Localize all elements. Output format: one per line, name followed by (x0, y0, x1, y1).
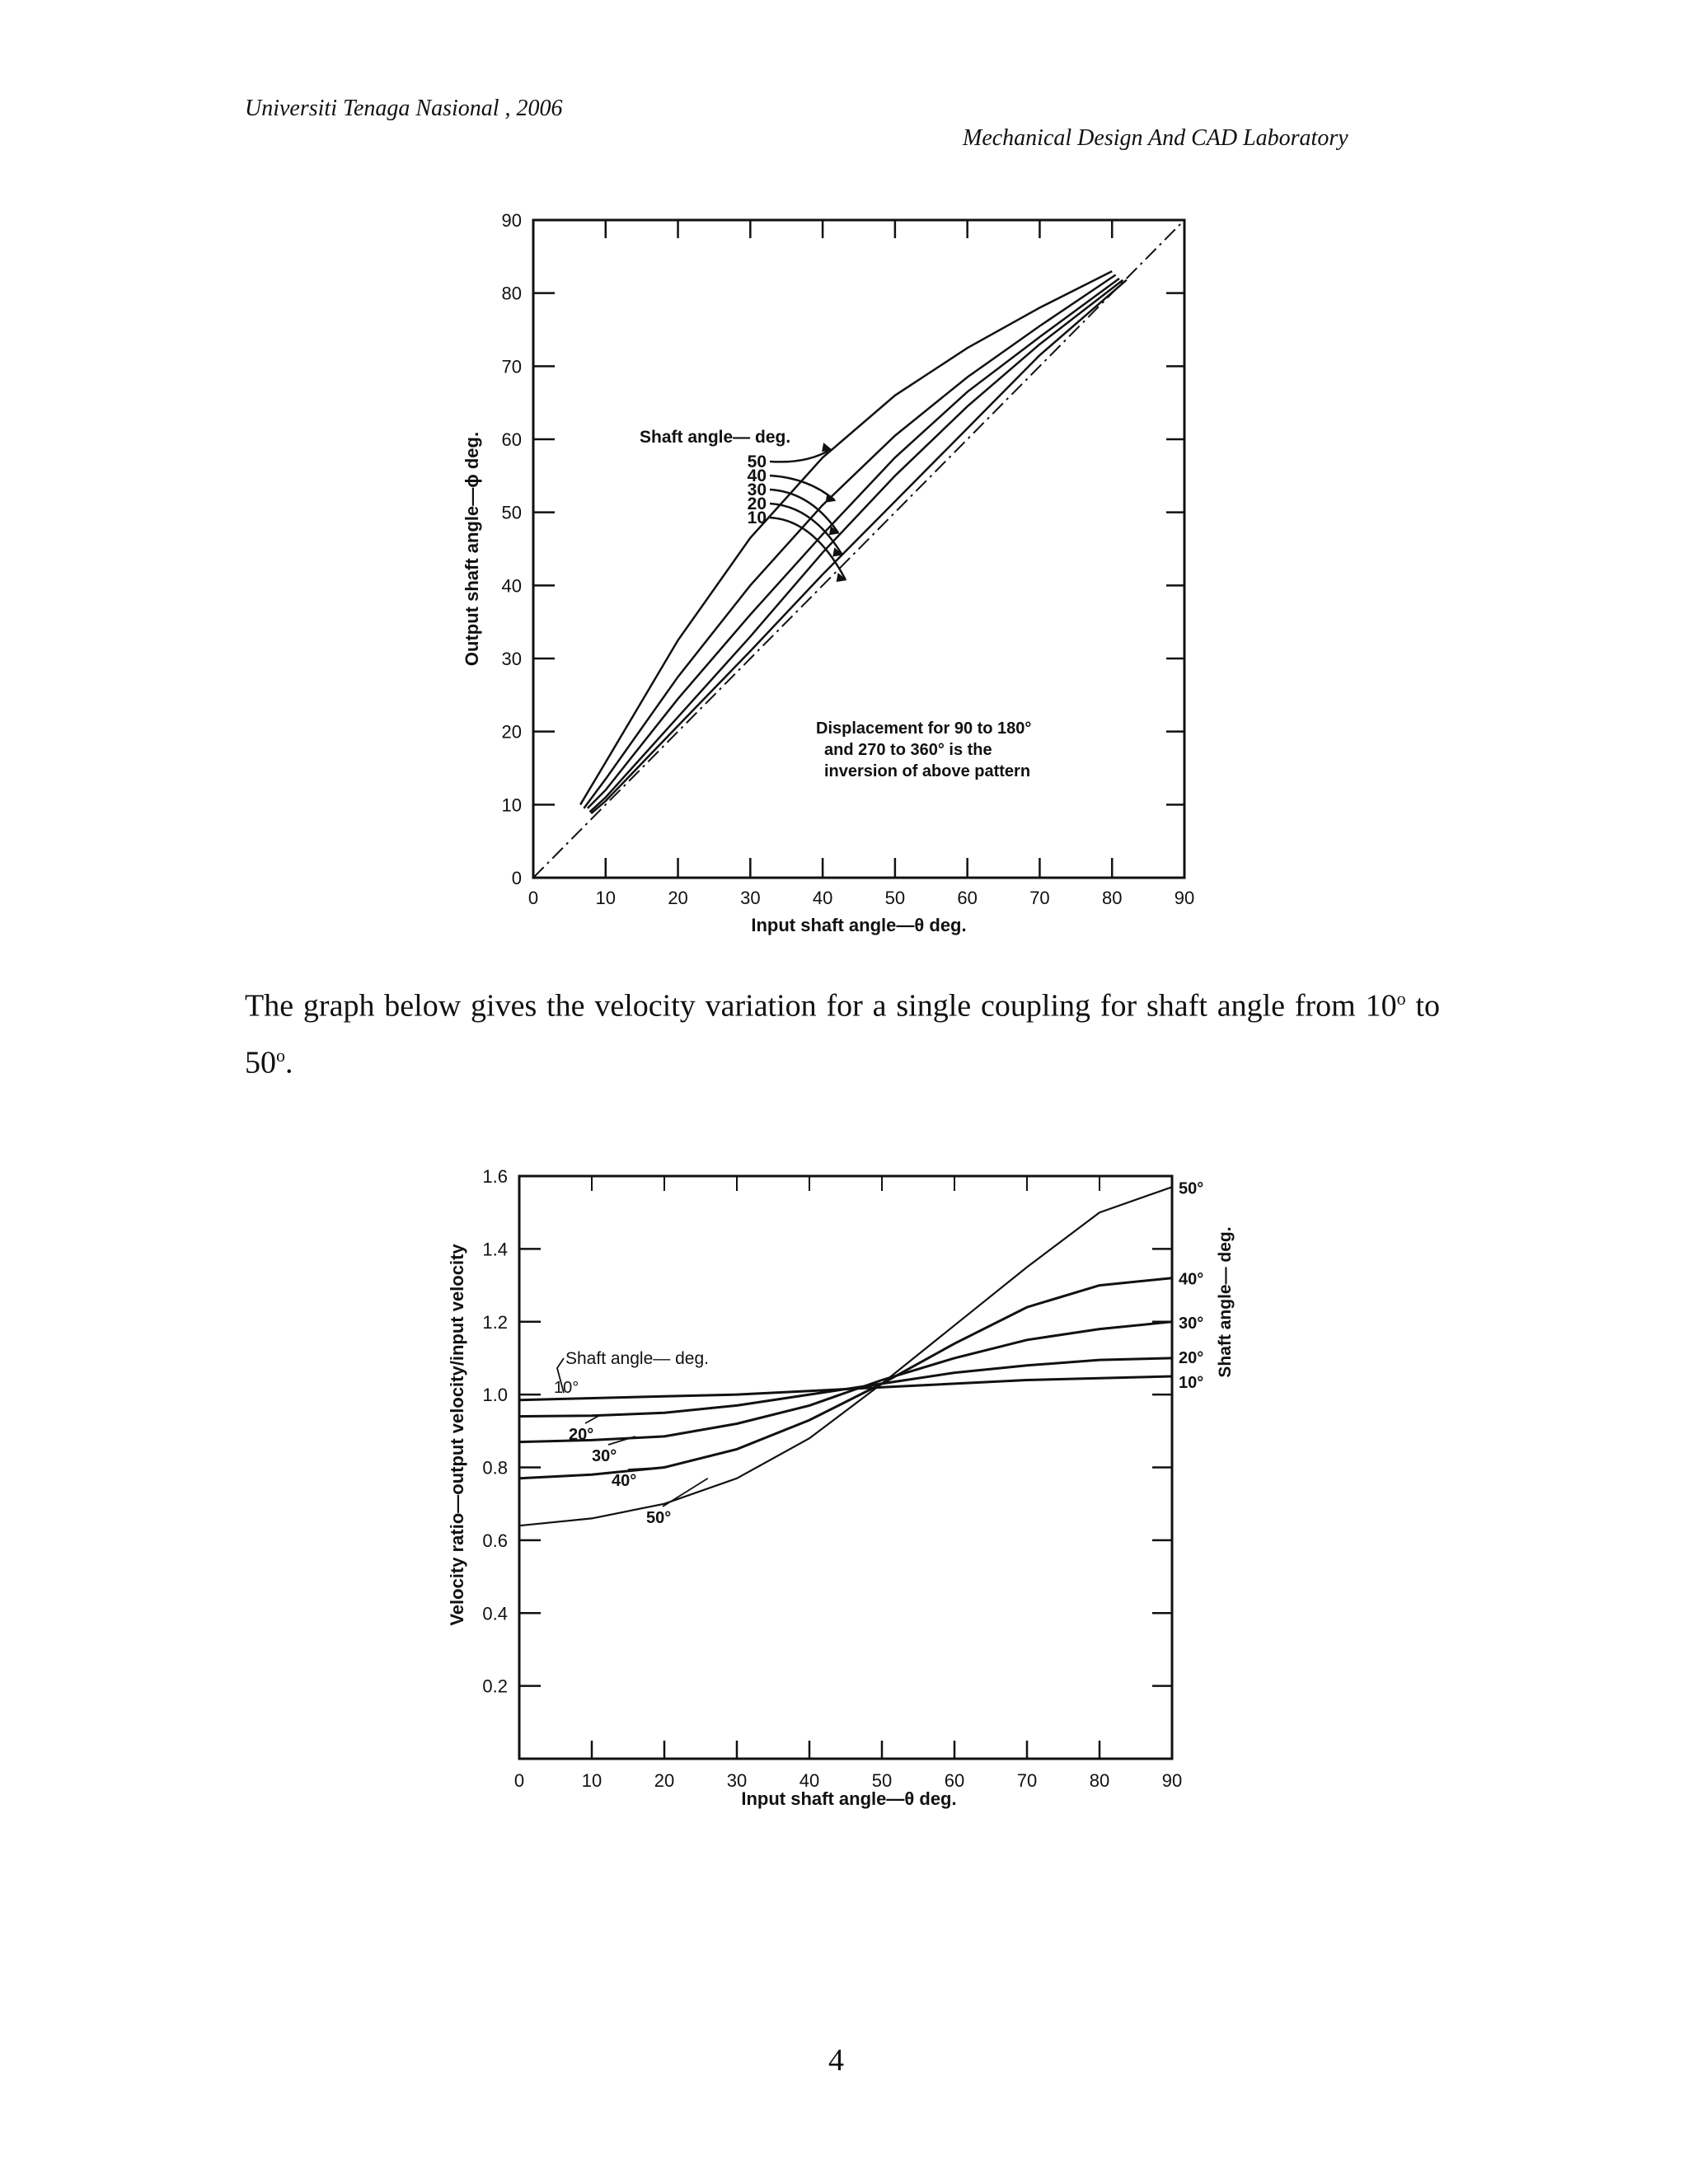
chart1-ytick-label: 90 (501, 210, 522, 231)
chart1-ytick-label: 0 (511, 868, 522, 888)
chart2-legend-title: Shaft angle— deg. (565, 1349, 709, 1368)
chart1-xtick-label: 10 (595, 888, 617, 908)
chart1-xtick-label: 90 (1174, 888, 1195, 908)
chart2-right-series-label: 40° (1179, 1270, 1204, 1289)
chart2-ytick-label: 0.2 (482, 1675, 508, 1697)
chart2-left-series-label: 40° (612, 1472, 637, 1490)
chart2-xtick-label: 70 (1016, 1770, 1038, 1791)
chart2-right-series-label: 50° (1179, 1179, 1204, 1198)
chart1-legend-label-40: 40 (747, 466, 767, 485)
chart2-right-series-label: 20° (1179, 1348, 1204, 1367)
chart2-xtick-label: 20 (654, 1770, 675, 1791)
chart2-ytick-label: 0.6 (482, 1530, 508, 1551)
paragraph-degree-2: o (276, 1044, 285, 1066)
chart2-ytick-label: 1.6 (482, 1166, 508, 1187)
chart1-ytick-label: 50 (501, 502, 522, 523)
chart1-xlabel: Input shaft angle—θ deg. (751, 915, 967, 935)
chart2-left-series-label: 30° (592, 1447, 617, 1465)
chart2-xtick-label: 40 (799, 1770, 820, 1791)
chart2-right-series-label: 30° (1179, 1314, 1204, 1333)
paragraph-middle: to 50 (245, 988, 1441, 1080)
chart1-ytick-label: 80 (501, 283, 522, 304)
paragraph-end: . (285, 1045, 293, 1080)
chart2-left-series-label: 10° (554, 1379, 579, 1397)
chart1-xtick-label: 30 (740, 888, 761, 908)
chart1-annotation-line3: inversion of above pattern (824, 762, 1031, 780)
page-number: 4 (828, 2043, 844, 2078)
chart2-xtick-label: 30 (726, 1770, 748, 1791)
chart1-annotation-line2: and 270 to 360° is the (824, 741, 992, 759)
chart2-left-series-label: 50° (646, 1509, 672, 1527)
paragraph-degree-1: o (1396, 988, 1406, 1009)
chart2-left-series-label: 20° (569, 1426, 594, 1444)
chart1-legend-title: Shaft angle— deg. (640, 428, 791, 447)
chart1-ytick-label: 30 (501, 649, 522, 669)
header-left: Universiti Tenaga Nasional , 2006 (245, 96, 563, 121)
chart1-legend-label-50: 50 (747, 452, 767, 471)
header-right: Mechanical Design And CAD Laboratory (963, 125, 1348, 151)
chart2-xtick-label: 90 (1161, 1770, 1183, 1791)
chart2-ylabel: Velocity ratio—output velocity/input velocity (447, 1244, 467, 1626)
chart1-ylabel: Output shaft angle—ϕ deg. (462, 431, 482, 667)
chart1-xtick-label: 60 (957, 888, 978, 908)
chart1-xtick-label: 0 (528, 888, 539, 908)
chart1-ytick-label: 70 (501, 356, 522, 377)
chart2-ytick-label: 1.4 (482, 1239, 508, 1260)
chart1-xtick-label: 40 (812, 888, 833, 908)
chart1-legend-label-30: 30 (747, 480, 767, 499)
chart1-ytick-label: 10 (501, 794, 522, 816)
chart2-xtick-label: 80 (1089, 1770, 1110, 1791)
chart2-xtick-label: 60 (944, 1770, 965, 1791)
chart2-ytick-label: 0.4 (482, 1603, 508, 1624)
chart1-ytick-label: 40 (501, 575, 522, 597)
chart2-ytick-label: 1.2 (482, 1311, 508, 1333)
chart1-xtick-label: 80 (1101, 888, 1123, 908)
chart1-legend-label-20: 20 (747, 494, 767, 513)
chart2-ytick-label: 0.8 (482, 1457, 508, 1479)
chart1-ytick-label: 60 (501, 429, 522, 450)
chart2-right-series-label: 10° (1179, 1374, 1204, 1393)
chart1-xtick-label: 50 (884, 888, 906, 908)
chart2-xtick-label: 50 (871, 1770, 893, 1791)
paragraph-text: The graph below gives the velocity variation for a single coupling for shaft angle from 10 (245, 988, 1397, 1024)
chart2-xtick-label: 0 (513, 1770, 525, 1791)
chart2-xtick-label: 10 (581, 1770, 603, 1791)
body-paragraph (245, 974, 1440, 1087)
chart1-annotation-line1: Displacement for 90 to 180° (816, 719, 1032, 738)
chart2-right-label: Shaft angle— deg. (1216, 1226, 1235, 1378)
chart1-xtick-label: 20 (668, 888, 688, 908)
chart2-ytick-label: 1.0 (482, 1385, 508, 1406)
chart1-legend-label-10: 10 (747, 509, 767, 527)
chart1-ytick-label: 20 (501, 721, 522, 743)
chart1-xtick-label: 70 (1029, 888, 1050, 908)
chart2-xlabel: Input shaft angle—θ deg. (741, 1788, 957, 1809)
